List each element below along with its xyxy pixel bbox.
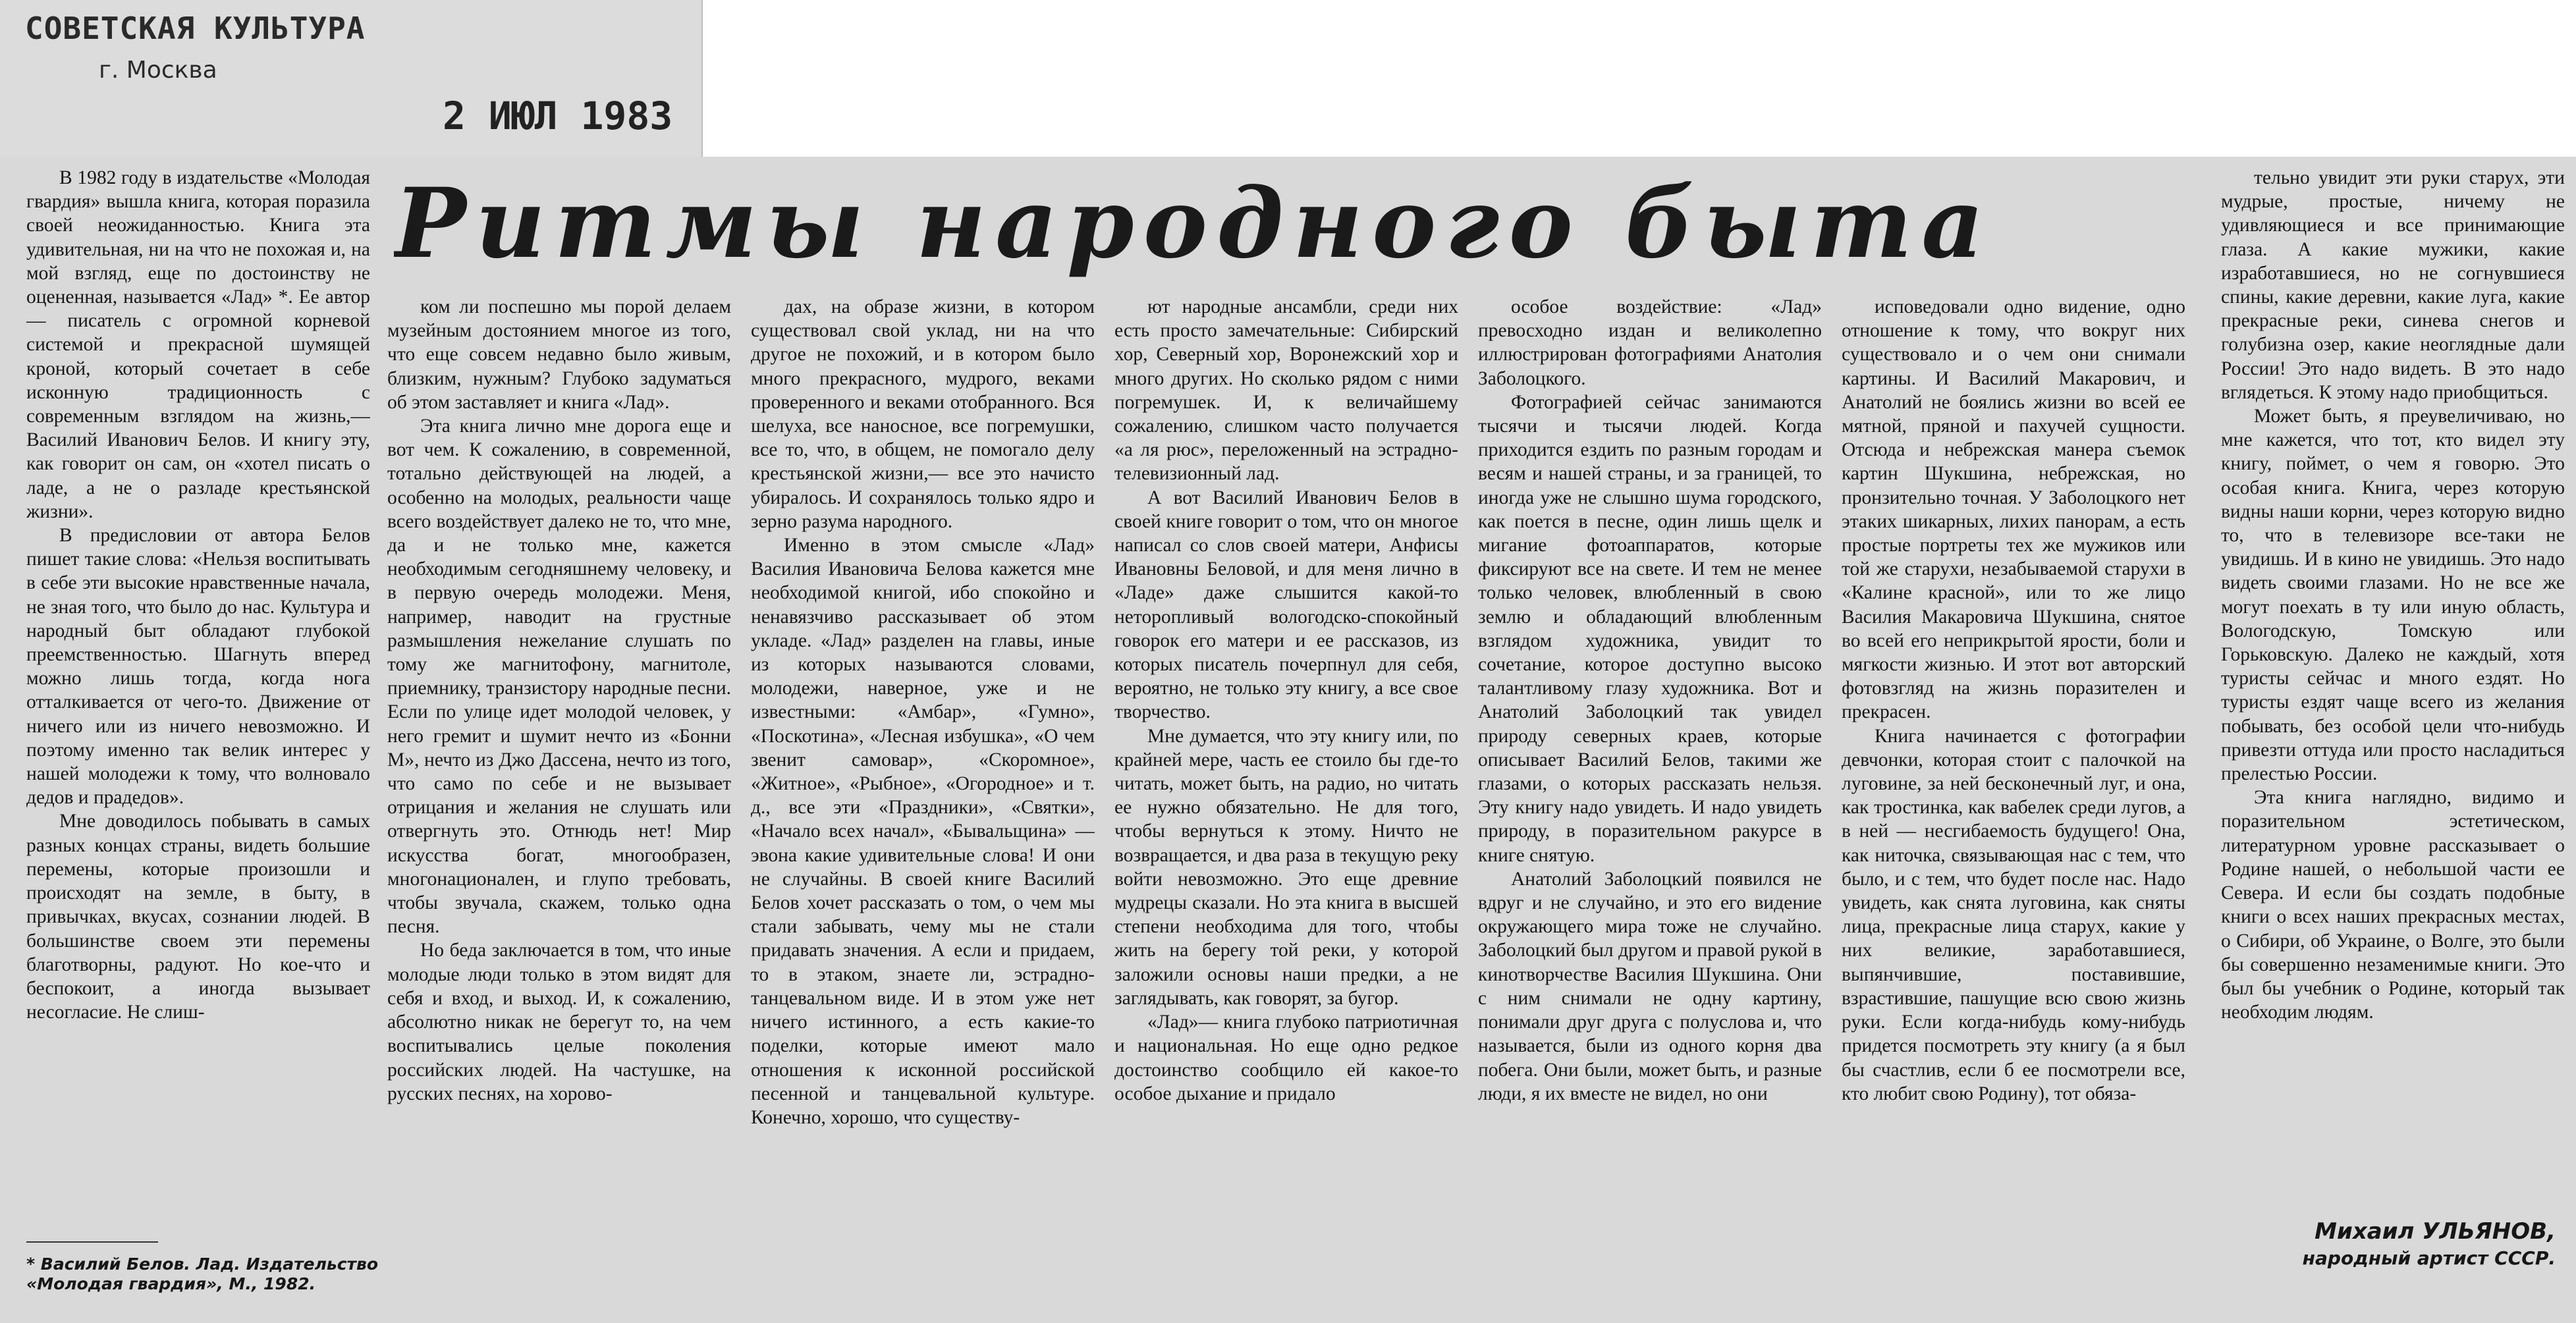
article-paragraph: Анатолий Заболоцкий появился не вдруг и не случайно, и это его видение окружающего мира тоже не случайно. Заболоцкий был другом и правой рукой в кинотворчестве Василия Шукшина. Они с ним снимали не одну картину, понимали друг друга с полуслова и, что называется, были из одного корня два побега. Они были, может быть, и разные люди, я их вместе не видел, но они [1478,868,1822,1104]
article-title: Ритмы народного быта [394,167,1993,280]
article-paragraph: Мне думается, что эту книгу или, по крайней мере, часть ее стоило бы где-то читать, может быть, на радио, но читать ее нужно обязательно. Не для того, чтобы вернуться к этому. Ничто не возвращается, и два раза в текущую реку войти невозможно. Это еще древние мудрецы сказали. Но эта книга в высшей степени необходима для того, чтобы жить на берегу той реки, у которой заложили основы наши предки, а не заглядывать, как говорят, за бугор. [1114,725,1458,1009]
article-paragraph: «Лад»— книга глубоко патриотичная и национальная. Но еще одно редкое достоинство сообщило ей какое-то особое дыхание и придало [1114,1012,1458,1104]
article-paragraph: тельно увидит эти руки старух, эти мудрые, простые, ничему не удивляющиеся и все принимающие глаза. А какие мужики, какие изработавшиеся, но не согнувшиеся спины, какие деревни, какие луга, какие прекрасные реки, синева снегов и голубизна озер, какие неоглядные дали России! Это надо видеть. В это надо вглядеться. К этому надо приобщиться. [2221,167,2565,403]
author-name: Михаил УЛЬЯНОВ, [2315,1218,2556,1245]
article-paragraph: Эта книга лично мне дорога еще и вот чем. К сожалению, в современной, тотально действующей на людей, а особенно на молодых, реальности чаще всего воздействует далеко не то, что мне, да и не только мне, кажется необходимым сегодняшнему человеку, и в первую очередь молодежи. Меня, например, наводит на грустные размышления нежелание слушать по тому же магнитофону, магнитоле, приемнику, транзистору народные песни. Если по улице идет молодой человек, у него гремит и шумит нечто из «Бонни М», нечто из Джо Дассена, нечто из того, что само по себе и не вызывает отрицания и желания не слушать или отвергнуть это. Отнюдь нет! Мир искусства богат, многообразен, многонационален, и глупо требовать, чтобы звучала, скажем, только одна песня. [387,416,731,938]
article-paragraph: Мне доводилось побывать в самых разных концах страны, видеть большие перемены, которые произошли и происходят на земле, в быту, в привычках, вкусах, сознании людей. В большинстве своем эти перемены благотворны, радуют. Но кое-что и беспокоит, а иногда вызывает несогласие. Не слиш- [26,811,370,1023]
article-paragraph: ют народные ансамбли, среди них есть просто замечательные: Сибирский хор, Северный хор, Воронежский хор и много других. Но сколько рядом с ними погремушек. И, к величайшему сожалению, слишком часто получается «а ля рюс», переложенный на эстрадно-телевизионный лад. [1114,296,1458,485]
article-paragraph: дах, на образе жизни, в котором существовал свой уклад, ни на что другое не похожий, и в котором было много прекрасного, мудрого, веками проверенного и веками отобранного. Вся шелуха, все наносное, все погремушки, все то, что, в общем, не помогало делу крестьянской жизни,— все это начисто убиралось. И сохранялось только ядро и зерно разума народного. [751,296,1095,532]
author-signature [2266,1217,2556,1271]
publication-city: г. Москва [99,57,217,84]
publication-name: СОВЕТСКАЯ КУЛЬТУРА [25,11,366,46]
author-title: народный артист СССР. [2302,1247,2556,1269]
article-paragraph: Именно в этом смысле «Лад» Василия Ивановича Белова кажется мне необходимой книгой, ибо спокойно и ненавязчиво рассказывает об этом укладе. «Лад» разделен на главы, иные из которых называются словами, молодежи, наверное, уже и не известными: «Амбар», «Гумно», «Поскотина», «Лесная избушка», «О чем звенит самовар», «Скоромное», «Житное», «Рыбное», «Огородное» и т. д., все эти «Праздники», «Святки», «Начало всех начал», «Бывальщина» — эвона какие удивительные слова! И они не случайны. В своей книге Василий Белов хочет рассказать о том, о чем мы стали забывать, чему мы не стали придавать значения. А если и придаем, то в этаком, знаете ли, эстрадно-танцевальном виде. И в этом уже нет ничего истинного, а есть какие-то поделки, которые имеют мало отношения к исконной российской песенной и танцевальной культуре. Конечно, хорошо, что существу- [751,535,1095,1128]
footnote-divider [26,1241,158,1243]
article-column-7 [2221,166,2565,1210]
article-column-5 [1478,295,1822,1317]
article-paragraph: Книга начинается с фотографии девчонки, которая стоит с палочкой на луговине, за ней бесконечный луг, и она, как тростинка, как вабелек среди лугов, а в ней — несгибаемость будущего! Она, как ниточка, связывающая нас с тем, что было, и с тем, что будет после нас. Надо увидеть, как снята луговина, как сняты лица, прекрасные лица старух, какие у них великие, заработавшиеся, выпянчившие, поставившие, взрастившие, пашущие всю свою жизнь руки. Если когда-нибудь кому-нибудь придется посмотреть эту книгу (а я был бы счастлив, если б ее посмотрели все, кто любит свою Родину), тот обяза- [1842,725,2185,1104]
article-column-3 [751,295,1095,1317]
article-paragraph: исповедовали одно видение, одно отношение к тому, что вокруг них существовало и о чем они снимали картины. И Василий Макарович, и Анатолий не боялись жизни во всей ее мятной, пряной и пахучей сущности. Отсюда и небрежская манера съемок картин Шукшина, небрежская, но пронзительно точная. У Заболоцкого нет этаких шикарных, лихих панорам, а есть простые портреты тех же мужиков или той же старухи, незабываемой старухи в «Калине красной», или то же лицо Василия Макаровича Шукшина, снятое во всей его неприкрытой ярости, боли и мягкости жизнью. И этот вот авторский фотовзгляд на жизнь поразителен и прекрасен. [1842,296,2185,723]
clipping-date: 2 ИЮЛ 1983 [443,94,673,138]
article-paragraph: Может быть, я преувеличиваю, но мне кажется, что тот, кто видел эту книгу, поймет, о чем я говорю. Это особая книга. Книга, через которую видны наши корни, через которую видно то, что в телевизоре все-таки не увидишь. И в кино не увидишь. Это надо видеть своими глазами. Но не все же могут поехать в ту или иную область, Вологодскую, Томскую или Горьковскую. Далеко не каждый, хотя туристы сейчас и много ездят. Но туристы ездят чаще всего из желания побывать, без особой цели что-нибудь привезти оттуда или просто насладиться прелестью России. [2221,406,2565,785]
article-paragraph: А вот Василий Иванович Белов в своей книге говорит о том, что он многое написал со слов своей матери, Анфисы Ивановны Беловой, и для меня лично в «Ладе» даже слышится какой-то неторопливый вологодско-спокойный говорок его матери и ее рассказов, из которых писатель почерпнул для себя, вероятно, не только эту книгу, а все свое творчество. [1114,487,1458,723]
article-column-4 [1114,295,1458,1317]
article-paragraph: ком ли поспешно мы порой делаем музейным достоянием многое из того, что еще совсем недавно было живым, близким, нужным? Глубоко задуматься об этом заставляет и книга «Лад». [387,296,731,413]
article-paragraph: В предисловии от автора Белов пишет такие слова: «Нельзя воспитывать в себе эти высокие нравственные начала, не зная того, что было до нас. Культура и народный быт обладают глубокой преемственностью. Шагнуть вперед можно лишь тогда, когда нога отталкивается от чего-то. Движение от ничего или из ничего невозможно. И поэтому именно так велик интерес у нашей молодежи к тому, что волновало дедов и прадедов». [26,525,370,809]
article-paragraph: В 1982 году в издательстве «Молодая гвардия» вышла книга, которая поразила своей неожиданностью. Книга эта удивительная, ни на что не похожая и, на мой взгляд, еще по достоинству не оцененная, называется «Лад» *. Ее автор — писатель с огромной корневой системой и прекрасной шумящей кроной, который сочетает в себе исконную традиционность с современным взглядом на жизнь,— Василий Иванович Белов. И книгу эту, как говорит он сам, он «хотел писать о ладе, а не о разладе крестьянской жизни». [26,167,370,522]
article-column-2 [387,295,731,1317]
footnote: * Василий Белов. Лад. Издательство «Молодая гвардия», М., 1982. [26,1255,379,1293]
article-paragraph: Но беда заключается в том, что иные молодые люди только в этом видят для себя и вход, и выход. И, к сожалению, абсолютно никак не берегут то, на чем воспитывались целые поколения российских людей. На частушке, на русских песнях, на хорово- [387,940,731,1104]
article-column-6 [1842,295,2185,1317]
article-paragraph: Эта книга наглядно, видимо и поразительном эстетическом, литературном уровне рассказывает о Родине нашей, о небольшой части ее Севера. И если бы создать подобные книги о всех наших прекрасных местах, о Сибири, об Украине, о Волге, это были бы совершенно незаменимые книги. Это был бы учебник о Родине, который так необходим людям. [2221,787,2565,1023]
article-column-1 [26,166,370,1237]
article-paragraph: особое воздействие: «Лад» превосходно издан и великолепно иллюстрирован фотографиями Анатолия Заболоцкого. [1478,296,1822,389]
article-paragraph: Фотографией сейчас занимаются тысячи и тысячи людей. Когда приходится ездить по разным городам и весям и нашей страны, и за границей, то иногда уже не слышно шума городского, как поется в песне, один лишь щелк и мигание фотоаппаратов, которые фиксируют все на свете. И тем не менее только человек, влюбленный в свою землю и обладающий влюбленным взглядом художника, увидит то сочетание, которое доступно высоко талантливому глазу художника. Вот и Анатолий Заболоцкий так увидел природу северных краев, которые описывает Василий Белов, такими же глазами, о которых рассказать нельзя. Эту книгу надо увидеть. И надо увидеть природу, в поразительном ракурсе в книге снятую. [1478,391,1822,866]
clipping-service-stamp [0,0,703,158]
